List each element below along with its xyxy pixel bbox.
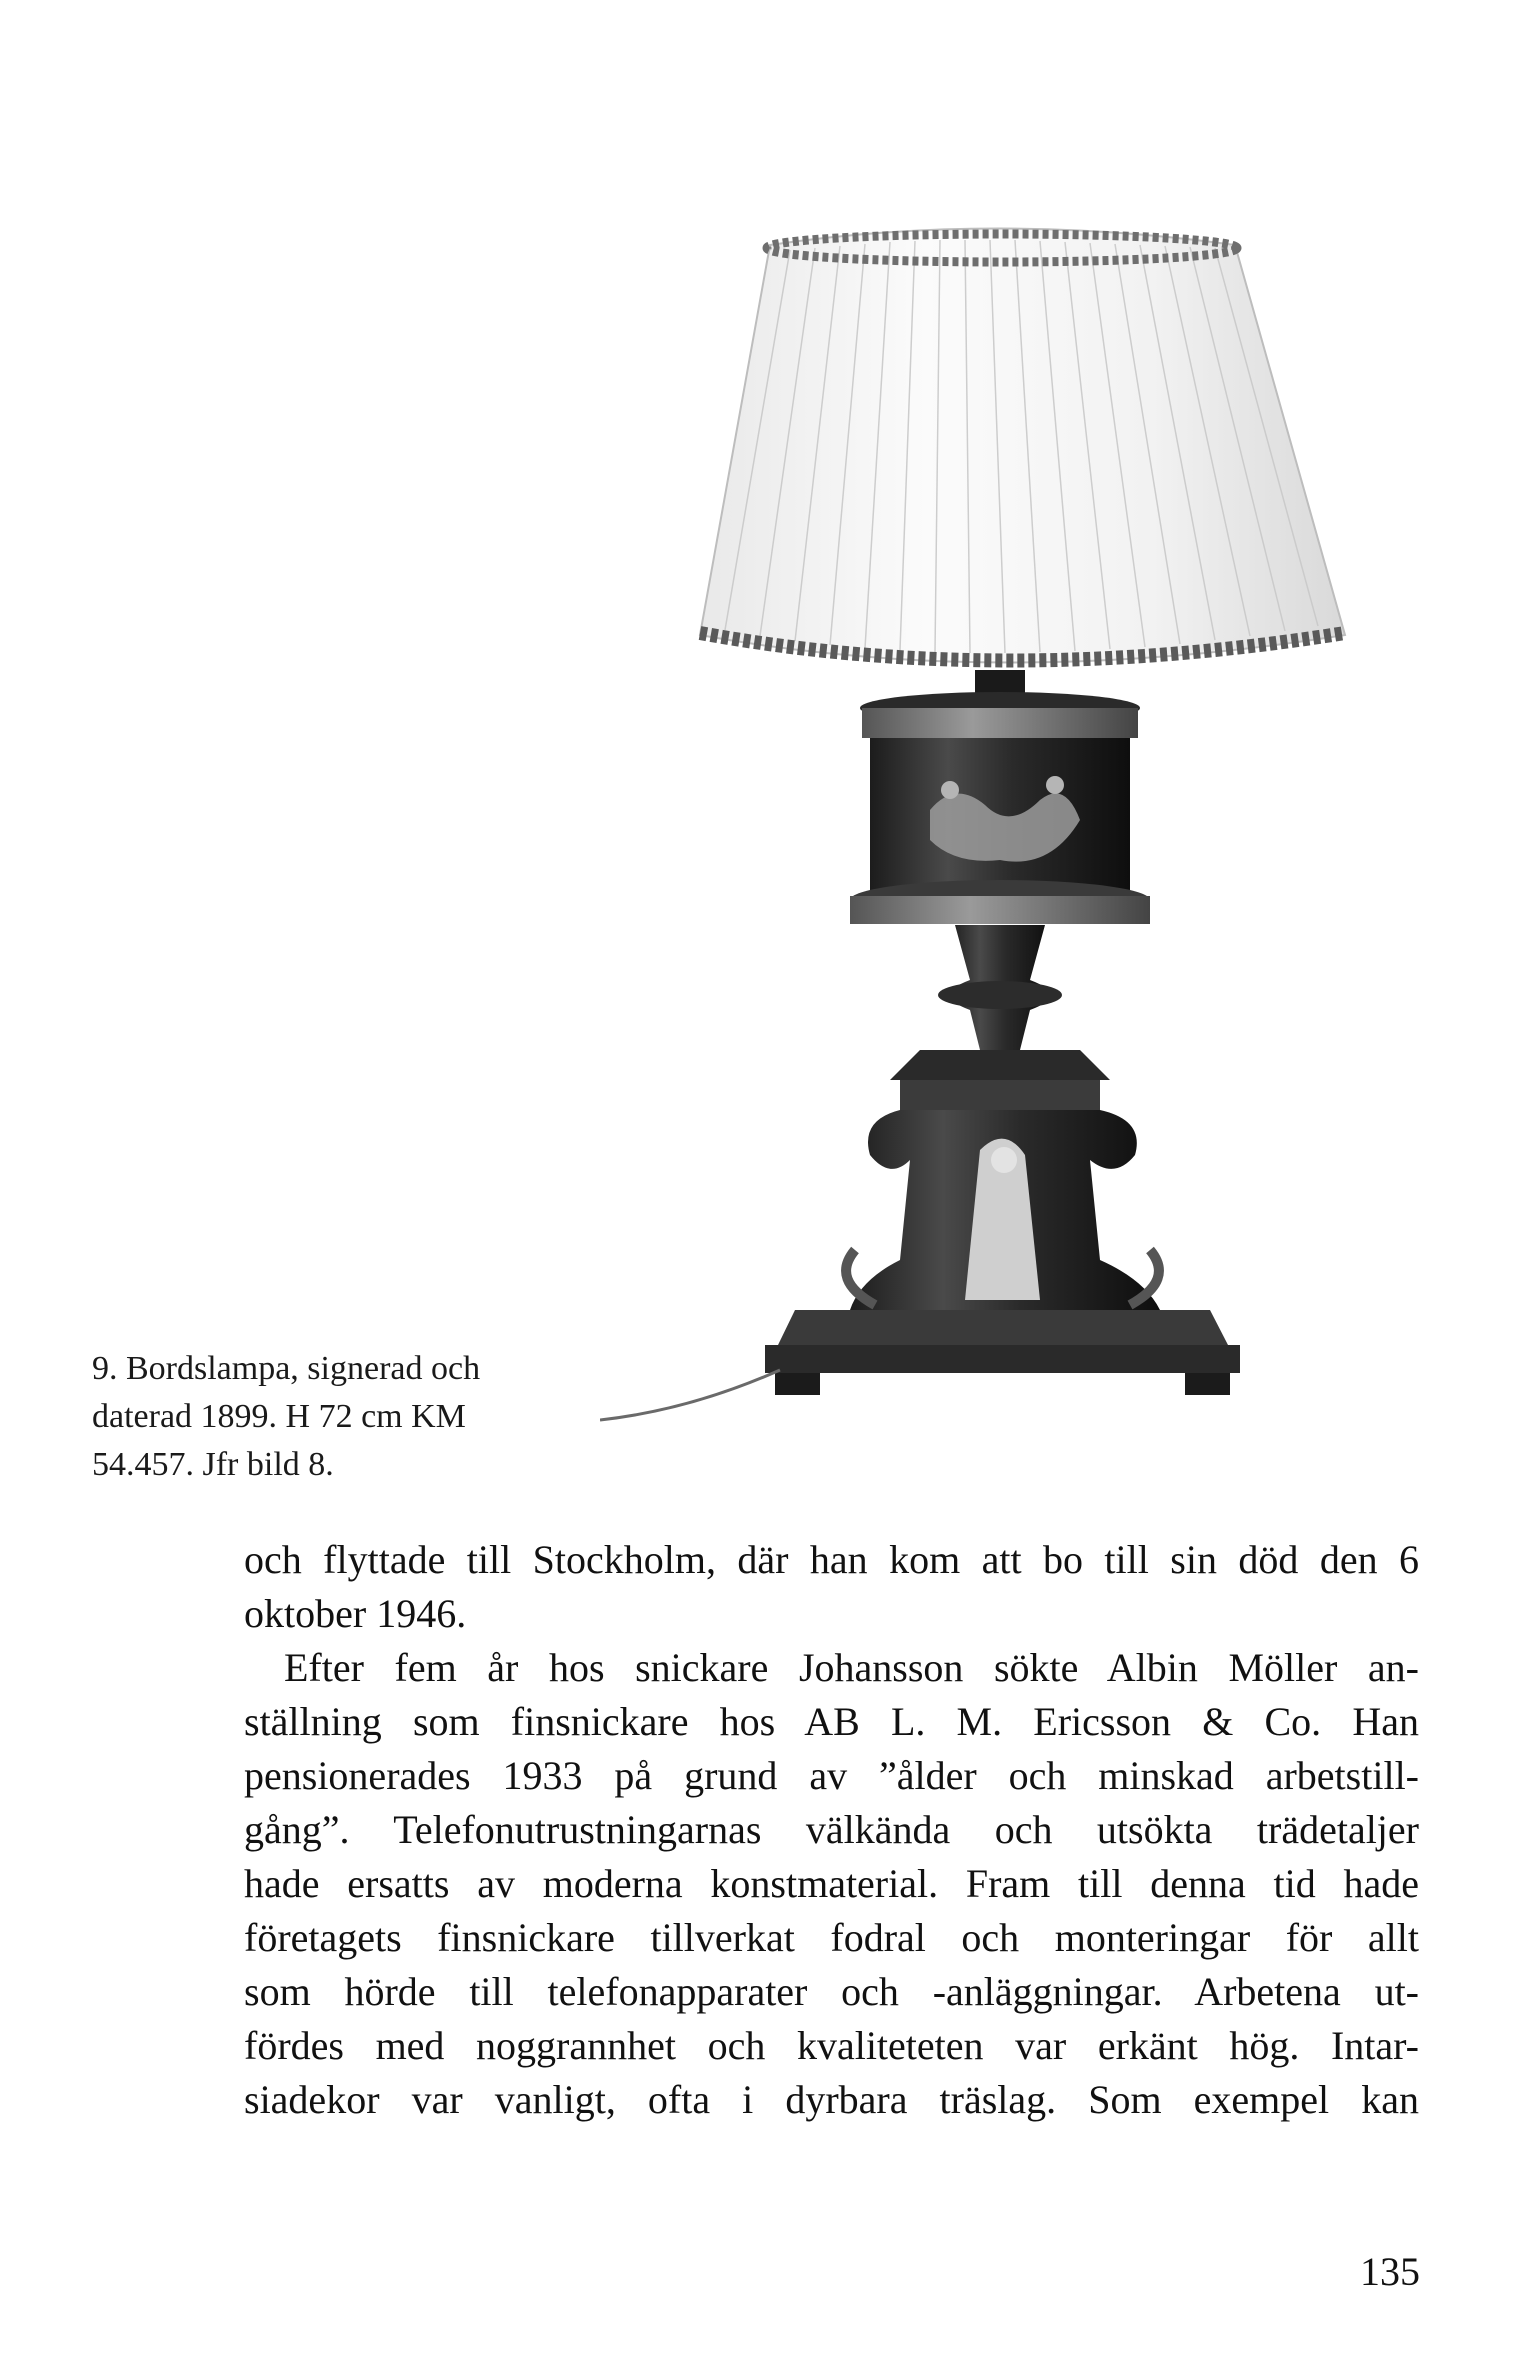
text-line: som hörde till telefonapparater och -anläggningar. Arbetena ut- (244, 1969, 1419, 2014)
figure-caption (92, 1345, 562, 1489)
caption-line: daterad 1899. H 72 cm KM (92, 1398, 466, 1435)
text-line: Efter fem år hos snickare Johansson sökte Albin Möller an- (284, 1645, 1419, 1690)
text-line: gång”. Telefonutrustningarnas välkända och utsökta trädetaljer (244, 1807, 1419, 1852)
text-line: pensionerades 1933 på grund av ”ålder och minskad arbetstill- (244, 1753, 1419, 1798)
text-line: fördes med noggrannhet och kvaliteteten var erkänt hög. Intar- (244, 2023, 1419, 2068)
caption-line: 54.457. Jfr bild 8. (92, 1446, 334, 1483)
text-line: siadekor var vanligt, ofta i dyrbara träslag. Som exempel kan (244, 2077, 1419, 2122)
table-lamp-photo (600, 220, 1380, 1450)
text-line: oktober 1946. (244, 1591, 467, 1636)
page-number: 135 (1360, 2249, 1420, 2294)
lamp-cord (600, 1370, 780, 1420)
text-line: ställning som finsnickare hos AB L. M. Ericsson & Co. Han (244, 1699, 1419, 1744)
text-line: företagets finsnickare tillverkat fodral och monteringar för allt (244, 1915, 1419, 1960)
lamp-column (938, 925, 1062, 1050)
lamp-base (765, 1110, 1240, 1395)
text-line: hade ersatts av moderna konstmaterial. Fram till denna tid hade (244, 1861, 1419, 1906)
lampshade (700, 229, 1345, 663)
text-line: och flyttade till Stockholm, där han kom att bo till sin död den 6 (244, 1537, 1419, 1582)
body-text (244, 1533, 1419, 2127)
caption-line: 9. Bordslampa, signerad och (92, 1350, 481, 1387)
lamp-drum (850, 692, 1150, 924)
